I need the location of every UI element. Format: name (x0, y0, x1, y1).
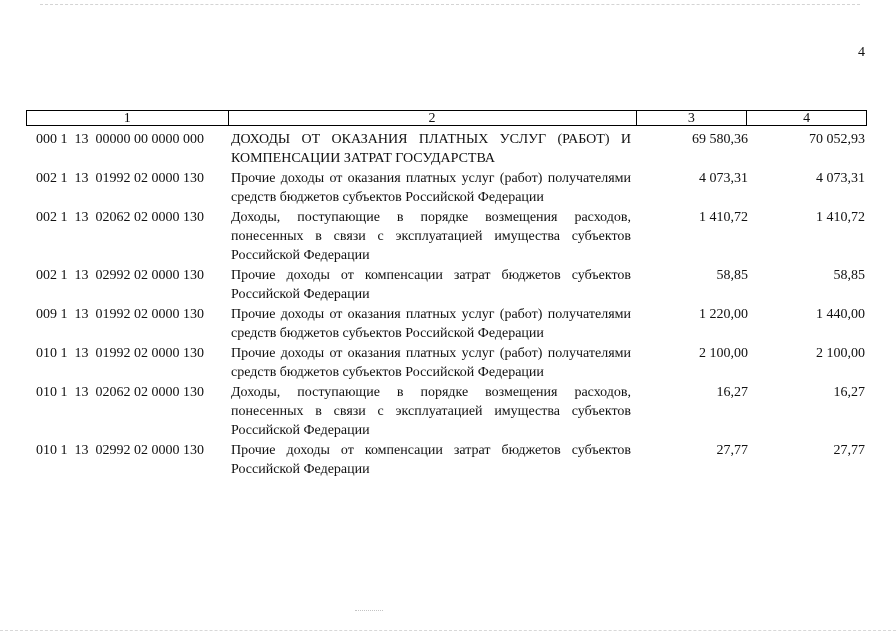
scan-artifact-top (40, 4, 860, 6)
scan-artifact-mark (355, 600, 383, 611)
classification-code: 002 1 13 02062 02 0000 130 (36, 210, 204, 225)
table-header-row (26, 110, 867, 126)
table-row (26, 383, 867, 440)
amount-column-4: 16,27 (833, 385, 865, 400)
revenue-description: ДОХОДЫ ОТ ОКАЗАНИЯ ПЛАТНЫХ УСЛУГ (РАБОТ) И КОМПЕНСАЦИИ ЗАТРАТ ГОСУДАРСТВА (231, 132, 631, 166)
column-header-3: 3 (637, 111, 748, 125)
classification-code: 000 1 13 00000 00 0000 000 (36, 132, 204, 147)
classification-code: 002 1 13 01992 02 0000 130 (36, 171, 204, 186)
table-body (26, 130, 867, 480)
amount-column-4: 58,85 (833, 268, 865, 283)
revenue-description: Прочие доходы от компенсации затрат бюджетов субъектов Российской Федерации (231, 443, 631, 477)
revenue-description: Прочие доходы от оказания платных услуг (работ) получателями средств бюджетов субъектов Российской Федерации (231, 171, 631, 205)
classification-code: 010 1 13 02992 02 0000 130 (36, 443, 204, 458)
revenue-description: Прочие доходы от оказания платных услуг (работ) получателями средств бюджетов субъектов Российской Федерации (231, 307, 631, 341)
amount-column-4: 70 052,93 (809, 132, 865, 147)
scan-artifact-bottom (0, 630, 896, 632)
amount-column-4: 4 073,31 (816, 171, 865, 186)
amount-column-3: 1 410,72 (699, 210, 748, 225)
amount-column-3: 16,27 (716, 385, 748, 400)
classification-code: 009 1 13 01992 02 0000 130 (36, 307, 204, 322)
amount-column-4: 1 440,00 (816, 307, 865, 322)
revenue-description: Прочие доходы от компенсации затрат бюджетов субъектов Российской Федерации (231, 268, 631, 302)
table-row (26, 305, 867, 343)
page-number: 4 (858, 45, 865, 60)
table-row (26, 169, 867, 207)
amount-column-3: 27,77 (716, 443, 748, 458)
amount-column-4: 1 410,72 (816, 210, 865, 225)
amount-column-3: 4 073,31 (699, 171, 748, 186)
table-row (26, 266, 867, 304)
column-header-4: 4 (803, 111, 811, 126)
table-row (26, 208, 867, 265)
amount-column-3: 58,85 (716, 268, 748, 283)
amount-column-3: 69 580,36 (692, 132, 748, 147)
column-header-1: 1 (27, 111, 229, 125)
revenue-description: Доходы, поступающие в порядке возмещения расходов, понесенных в связи с эксплуатацией имущества субъектов Российской Федерации (231, 385, 631, 438)
table-row (26, 441, 867, 479)
column-header-2: 2 (229, 111, 637, 125)
revenue-description: Доходы, поступающие в порядке возмещения расходов, понесенных в связи с эксплуатацией имущества субъектов Российской Федерации (231, 210, 631, 263)
classification-code: 002 1 13 02992 02 0000 130 (36, 268, 204, 283)
classification-code: 010 1 13 02062 02 0000 130 (36, 385, 204, 400)
table-row (26, 130, 867, 168)
table-row (26, 344, 867, 382)
amount-column-3: 2 100,00 (699, 346, 748, 361)
amount-column-3: 1 220,00 (699, 307, 748, 322)
revenue-description: Прочие доходы от оказания платных услуг (работ) получателями средств бюджетов субъектов Российской Федерации (231, 346, 631, 380)
amount-column-4: 2 100,00 (816, 346, 865, 361)
amount-column-4: 27,77 (833, 443, 865, 458)
classification-code: 010 1 13 01992 02 0000 130 (36, 346, 204, 361)
